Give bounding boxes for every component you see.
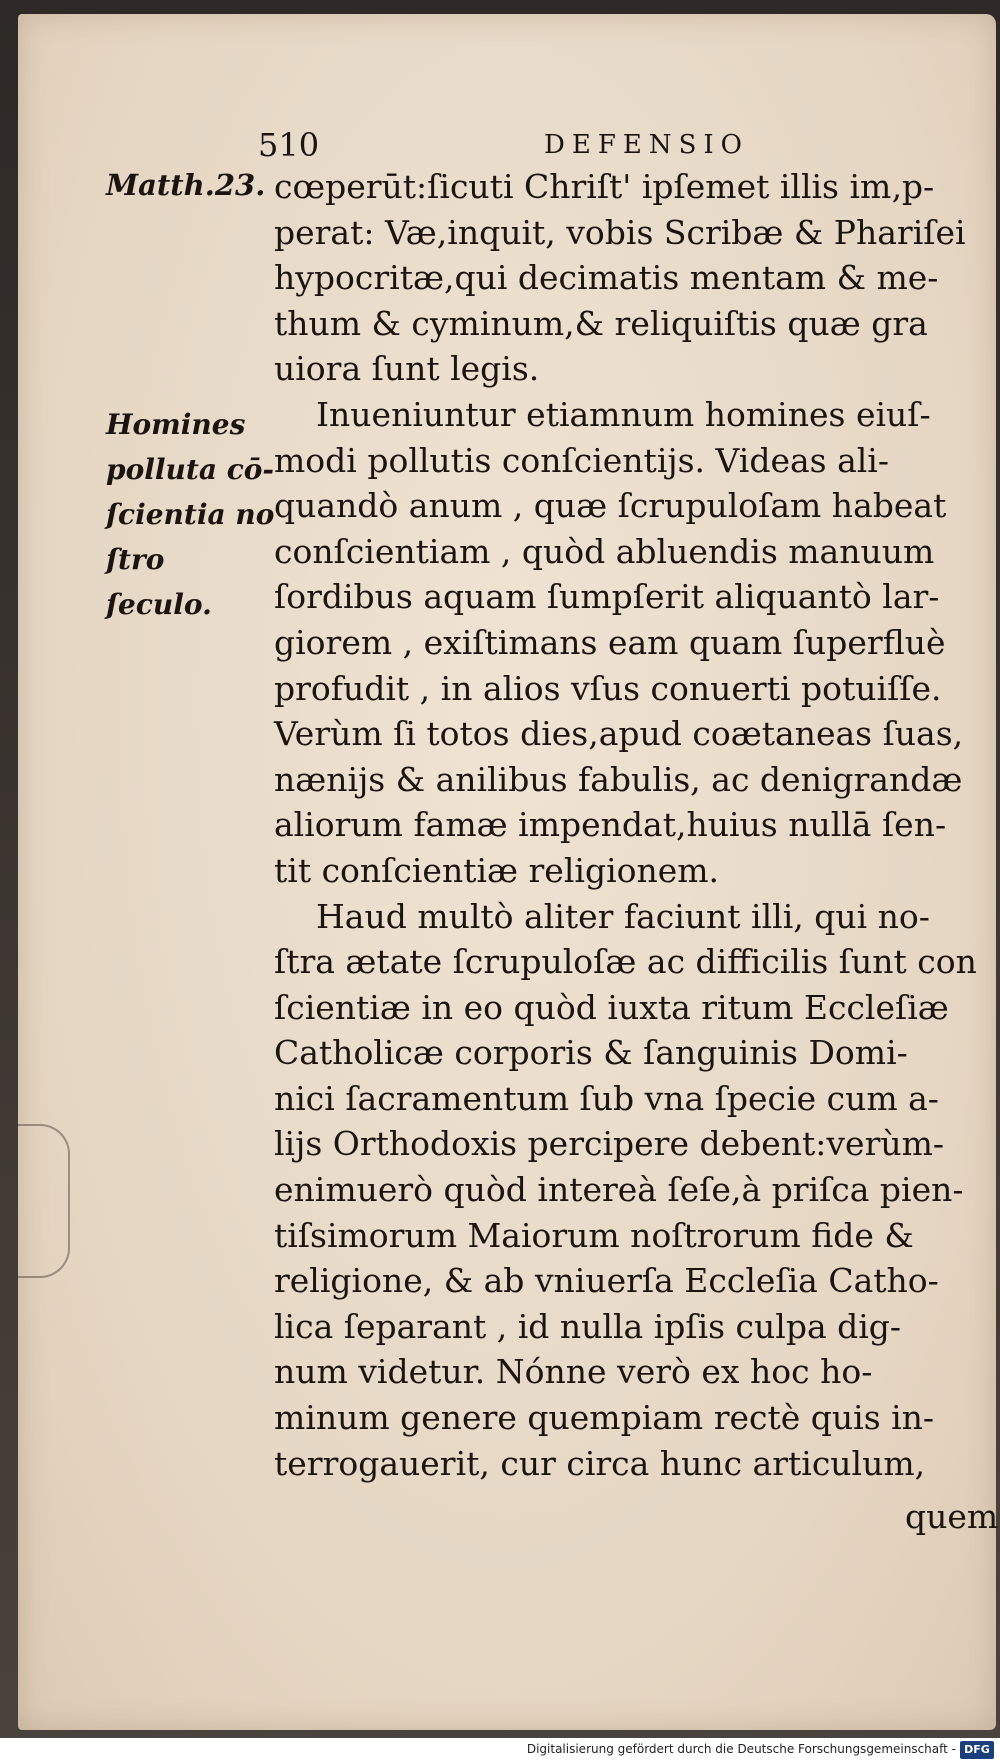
page-number: 510	[258, 126, 320, 164]
text-line: conſcientiam , quòd abluendis manuum	[274, 531, 935, 571]
text-line: Verùm ſi totos dies,apud coætaneas ſuas,	[274, 714, 964, 754]
text-line: Haud multò aliter faciunt illi, qui no-	[316, 896, 930, 936]
dfg-logo-icon: DFG	[960, 1741, 994, 1759]
text-line: terrogauerit, cur circa hunc articulum,	[274, 1443, 926, 1483]
text-line: num videtur. Nónne verò ex hoc ho-	[274, 1352, 873, 1392]
text-line: lijs Orthodoxis percipere debent:verùm-	[274, 1124, 945, 1164]
text-line: cœperūt:ſicuti Chriſt' ipſemet illis im‚p‑	[274, 167, 935, 206]
text-line: tiſsimorum Maiorum noſtrorum fide &	[274, 1215, 914, 1255]
text-line: nici ſacramentum ſub vna ſpecie cum a-	[274, 1078, 939, 1118]
text-line: quandò anum , quæ ſcrupuloſam habeat	[274, 486, 947, 526]
text-line: ſordibus aquam ſumpſerit aliquantò lar-	[274, 577, 940, 617]
margin-note-line: Homines	[106, 408, 246, 441]
text-line: nænijs & anilibus fabulis, ac denigrandæ	[274, 759, 963, 799]
text-line: giorem , exiſtimans eam quam ſuperfluè	[274, 622, 946, 662]
text-line: ſtra ætate ſcrupuloſæ ac difficilis ſunt con	[274, 942, 977, 982]
text-line: modi pollutis conſcientijs. Videas ali-	[274, 440, 890, 480]
text-line: ſcientiæ in eo quòd iuxta ritum Eccleſiæ	[274, 987, 949, 1027]
page-edge-curl	[18, 1124, 70, 1278]
text-line: tit conſcientiæ religionem.	[274, 850, 720, 890]
body-text	[274, 164, 977, 1486]
margin-note-line: ſcientia no	[106, 498, 275, 531]
text-line: perat: Væ,inquit, vobis Scribæ & Phariſei	[274, 212, 966, 252]
text-line: uiora ſunt legis.	[274, 349, 540, 389]
page-header	[0, 126, 1000, 166]
text-line: minum genere quempiam rectè quis in-	[274, 1398, 935, 1438]
text-line: lica ſeparant , id nulla ipſis culpa dig-	[274, 1306, 902, 1346]
text-line: Inueniuntur etiamnum homines eiuſ-	[316, 394, 931, 434]
text-line: hypocritæ,qui decimatis mentam & me-	[274, 258, 939, 298]
margin-note-matthew: Matth.23.	[106, 168, 266, 202]
text-line: religione, & ab vniuerſa Eccleſia Catho-	[274, 1261, 939, 1301]
text-line: enimuerò quòd intereà ſeſe,à priſca pien-	[274, 1170, 964, 1210]
digitization-footer	[0, 1738, 1000, 1764]
margin-note-line: polluta cō-	[106, 453, 275, 486]
running-head: DEFENSIO	[544, 130, 749, 160]
catchword: quem	[905, 1497, 999, 1536]
funding-credit: Digitalisierung gefördert durch die Deutsche Forschungsgemeinschaft -	[526, 1742, 956, 1756]
text-line: profudit , in alios vſus conuerti potuiſſe.	[274, 668, 942, 708]
margin-note-line: ſtro ſeculo.	[106, 543, 212, 621]
margin-note-homines	[106, 402, 276, 627]
text-line: aliorum famæ impendat,huius nullā ſen-	[274, 805, 947, 845]
text-line: thum & cyminum,& reliquiſtis quæ gra	[274, 303, 928, 343]
text-line: Catholicæ corporis & ſanguinis Domi-	[274, 1033, 908, 1073]
